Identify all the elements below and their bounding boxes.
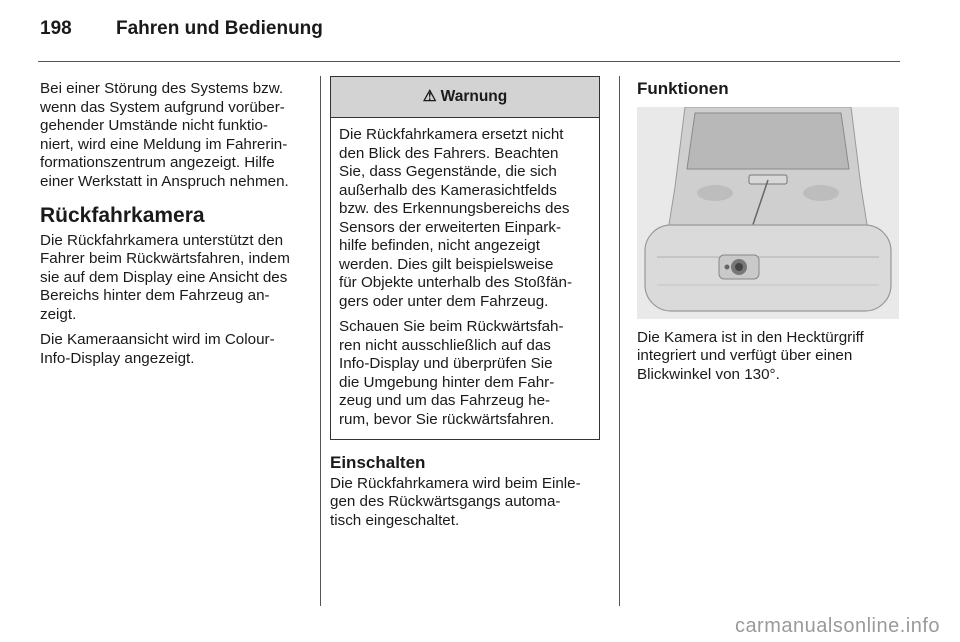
camera-display-info: Die Kameraansicht wird im Colour- Info-Display angezeigt. — [40, 331, 275, 367]
column-right — [637, 78, 901, 391]
section-heading-funktionen: Funktionen — [637, 79, 729, 98]
header-rule — [38, 61, 900, 62]
subsection-heading-einschalten: Einschalten — [330, 453, 426, 472]
page-number: 198 — [40, 18, 72, 39]
camera-caption: Die Kamera ist in den Hecktürgriff integriert und verfügt über einen Blickwinkel von 130°. — [637, 328, 864, 383]
warning-paragraph-2: Schauen Sie beim Rückwärtsfah- ren nicht ausschließlich auf das Info-Display und überprüfen Sie die Umgebung hinter dem Fahr- zeug und um das Fahrzeug he- rum, bevor Sie rückwärtsfahren. — [339, 318, 564, 428]
column-left — [40, 80, 312, 375]
watermark: carmanualsonline.info — [734, 615, 940, 637]
einschalten-text: Die Rückfahrkamera wird beim Einle- gen des Rückwärtsgangs automa- tisch eingeschaltet. — [330, 474, 581, 529]
camera-description: Die Rückfahrkamera unterstützt den Fahrer beim Rückwärtsfahren, indem sie auf dem Display eine Ansicht des Bereichs hinter dem Fahrzeug an- zeigt. — [40, 231, 290, 323]
column-divider-right — [619, 76, 620, 606]
warning-box — [330, 76, 600, 440]
rear-camera-illustration — [637, 107, 899, 319]
chapter-title: Fahren und Bedienung — [116, 18, 323, 39]
warning-icon: ⚠ — [422, 87, 437, 105]
column-divider-left — [320, 76, 321, 606]
warning-title-bar — [331, 77, 599, 118]
warning-paragraph-1: Die Rückfahrkamera ersetzt nicht den Blick des Fahrers. Beachten Sie, dass Gegenstände, die sich außerhalb des Kamerasichtfelds bzw. des Erkennungsbereichs des Sensors der erweiterten Einpark- hilfe befinden, nicht angezeigt werden. Dies gilt beispielsweise für Objekte unterhalb des Stoßfän- gers oder unter dem Fahrzeug. — [339, 126, 573, 310]
page-header — [40, 18, 323, 40]
intro-paragraph: Bei einer Störung des Systems bzw. wenn das System aufgrund vorüber- gehender Umstände nicht funktio- niert, wird eine Meldung im Fahrerin- formationszentrum angezeigt. Hilfe einer Werkstatt in Anspruch nehmen. — [40, 80, 289, 190]
section-heading-rueckfahrkamera: Rückfahrkamera — [40, 204, 205, 227]
column-middle — [330, 76, 600, 537]
warning-body — [331, 118, 599, 439]
warning-title: Warnung — [440, 87, 508, 105]
